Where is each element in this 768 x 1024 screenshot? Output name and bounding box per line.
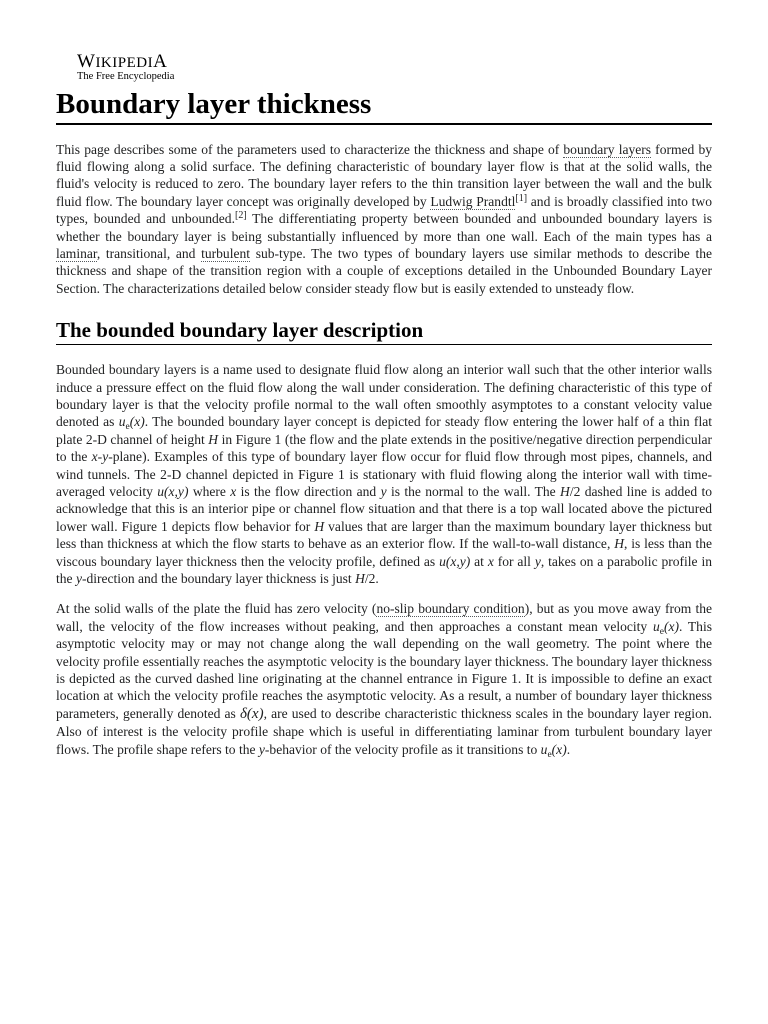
section-heading-bounded: The bounded boundary layer description [56, 317, 712, 345]
reference-1[interactable]: [1] [515, 192, 528, 204]
section-paragraph-2: At the solid walls of the plate the fluid has zero velocity (no-slip boundary condition), but as you move away from the wall, the velocity of the flow increases without peaking, and then approaches a constant mean velocity $u_e(x)$. This asymptotic velocity may or may not change along the wall depending on the wall geometry. The point where the velocity profile essentially reaches the asymptotic velocity is the boundary layer thickness. The boundary layer thickness is depicted as the curved dashed line originating at the channel entrance in Figure 1. It is impossible to define an exact location at which the velocity profile reaches the asymptotic velocity. As a result, a number of boundary layer thickness parameters, generally denoted as δ(x), are used to describe characteristic thickness scales in the boundary layer region. Also of interest is the velocity profile shape which is useful in differentiating laminar from turbulent boundary layer flows. The profile shape refers to the y-behavior of the velocity profile as it transitions to $u_e(x)$. [56, 601, 712, 760]
reference-2[interactable]: [2] [234, 210, 247, 222]
page-title: Boundary layer thickness [56, 83, 712, 125]
section-paragraph-1: Bounded boundary layers is a name used to designate fluid flow along an interior wall such that the other interior walls induce a pressure effect on the fluid flow along the wall under consideration. The defining characteristic of this type of boundary layer is that the velocity profile normal to the wall often smoothly asymptotes to a constant velocity value denoted as $u_e(x)$. The bounded boundary layer concept is depicted for steady flow entering the lower half of a thin flat plate 2-D channel of height H in Figure 1 (the flow and the plate extends in the positive/negative direction perpendicular to the x-y-plane). Examples of this type of boundary layer flow occur for fluid flow through most pipes, channels, and wind tunnels. The 2-D channel depicted in Figure 1 is stationary with fluid flowing along the interior wall with time-averaged velocity u(x,y) where x is the flow direction and y is the normal to the wall. The H/2 dashed line is added to acknowledge that this is an interior pipe or channel flow situation and that there is a top wall located above the pictured lower wall. Figure 1 depicts flow behavior for H values that are larger than the maximum boundary layer thickness but less than thickness at which the flow starts to behave as an exterior flow. If the wall-to-wall distance, H, is less than the viscous boundary layer thickness then the velocity profile, defined as u(x,y) at x for all y, takes on a parabolic profile in the y-direction and the boundary layer thickness is just H/2. [56, 362, 713, 587]
link-no-slip-boundary-condition[interactable]: no-slip boundary condition [376, 601, 525, 617]
link-ludwig-prandtl[interactable]: Ludwig Prandtl [430, 193, 516, 209]
link-turbulent[interactable]: turbulent [201, 245, 251, 261]
wikipedia-logo[interactable] [56, 52, 712, 83]
delta-formula: δ(x) [239, 705, 264, 722]
link-boundary-layers[interactable]: boundary layers [563, 141, 652, 157]
logo-wordmark: WIKIPEDIA [77, 51, 168, 72]
article [56, 52, 712, 758]
link-laminar[interactable]: laminar [56, 245, 97, 261]
logo-tagline: The Free Encyclopedia [77, 71, 175, 82]
intro-paragraph: This page describes some of the parameters used to characterize the thickness and shape of boundary layers formed by fluid flowing along a solid surface. The defining characteristic of boundary layer flow is that at the solid walls, the fluid's velocity is reduced to zero. The boundary layer refers to the thin transition layer between the wall and the bulk fluid flow. The boundary layer concept was originally developed by Ludwig Prandtl[1] and is broadly classified into two types, bounded and unbounded.[2] The differentiating property between bounded and unbounded boundary layers is whether the boundary layer is being substantially influenced by more than one wall. Each of the main types has a laminar, transitional, and turbulent sub-type. The two types of boundary layers use similar methods to describe the thickness and shape of the transition region with a couple of exceptions detailed in the Unbounded Boundary Layer Section. The characterizations detailed below consider steady flow but is easily extended to unsteady flow. [56, 141, 712, 296]
